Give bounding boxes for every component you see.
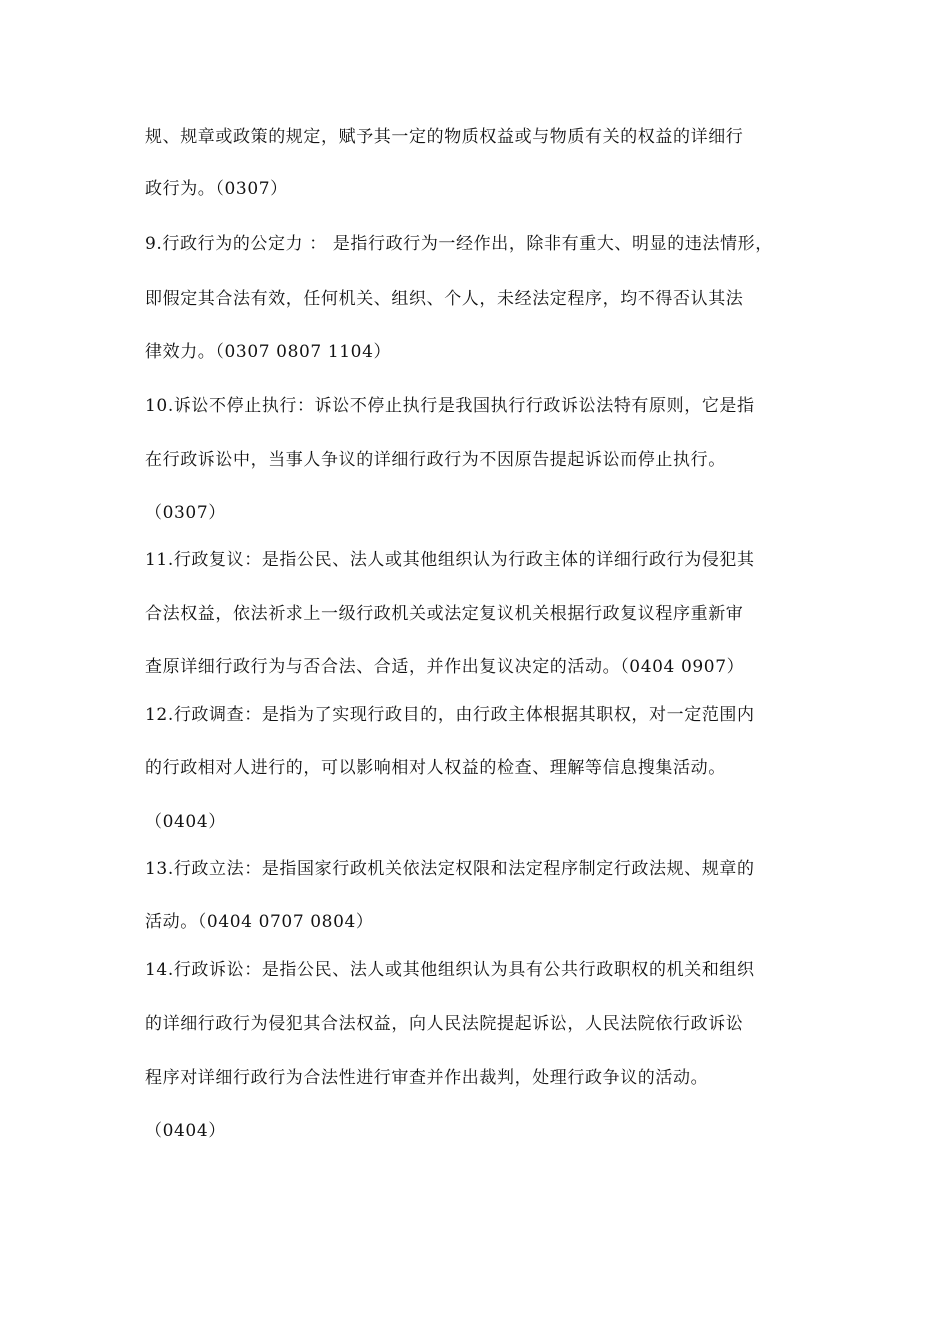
text-line: 即假定其合法有效，任何机关、组织、个人，未经法定程序，均不得否认其法 (145, 289, 744, 309)
text-line: 12.行政调查：是指为了实现行政目的，由行政主体根据其职权，对一定范围内 (145, 705, 755, 725)
text-line: 的详细行政行为侵犯其合法权益，向人民法院提起诉讼，人民法院依行政诉讼 (145, 1014, 744, 1034)
text-line: 程序对详细行政行为合法性进行审查并作出裁判，处理行政争议的活动。 (145, 1068, 709, 1088)
text-line: 的行政相对人进行的，可以影响相对人权益的检查、理解等信息搜集活动。 (145, 758, 726, 778)
text-line: （0307） (145, 503, 226, 523)
text-line: 10.诉讼不停止执行：诉讼不停止执行是我国执行行政诉讼法特有原则，它是指 (145, 396, 755, 416)
text-line: 13.行政立法：是指国家行政机关依法定权限和法定程序制定行政法规、规章的 (145, 859, 755, 879)
text-line: 合法权益，依法祈求上一级行政机关或法定复议机关根据行政复议程序重新审 (145, 604, 744, 624)
text-line: 9.行政行为的公定力 ： 是指行政行为一经作出，除非有重大、明显的违法情形， (145, 234, 773, 254)
text-line: 政行为。（0307） (145, 179, 288, 199)
text-line: （0404） (145, 812, 226, 832)
text-line: 规、规章或政策的规定，赋予其一定的物质权益或与物质有关的权益的详细行 (145, 127, 744, 147)
text-line: （0404） (145, 1121, 226, 1141)
text-line: 查原详细行政行为与否合法、合适，并作出复议决定的活动。（0404 0907） (145, 657, 745, 677)
text-line: 14.行政诉讼：是指公民、法人或其他组织认为具有公共行政职权的机关和组织 (145, 960, 755, 980)
text-line: 11.行政复议：是指公民、法人或其他组织认为行政主体的详细行政行为侵犯其 (145, 550, 755, 570)
text-line: 律效力。（0307 0807 1104） (145, 342, 392, 362)
text-line: 活动。（0404 0707 0804） (145, 912, 374, 932)
text-line: 在行政诉讼中，当事人争议的详细行政行为不因原告提起诉讼而停止执行。 (145, 450, 726, 470)
